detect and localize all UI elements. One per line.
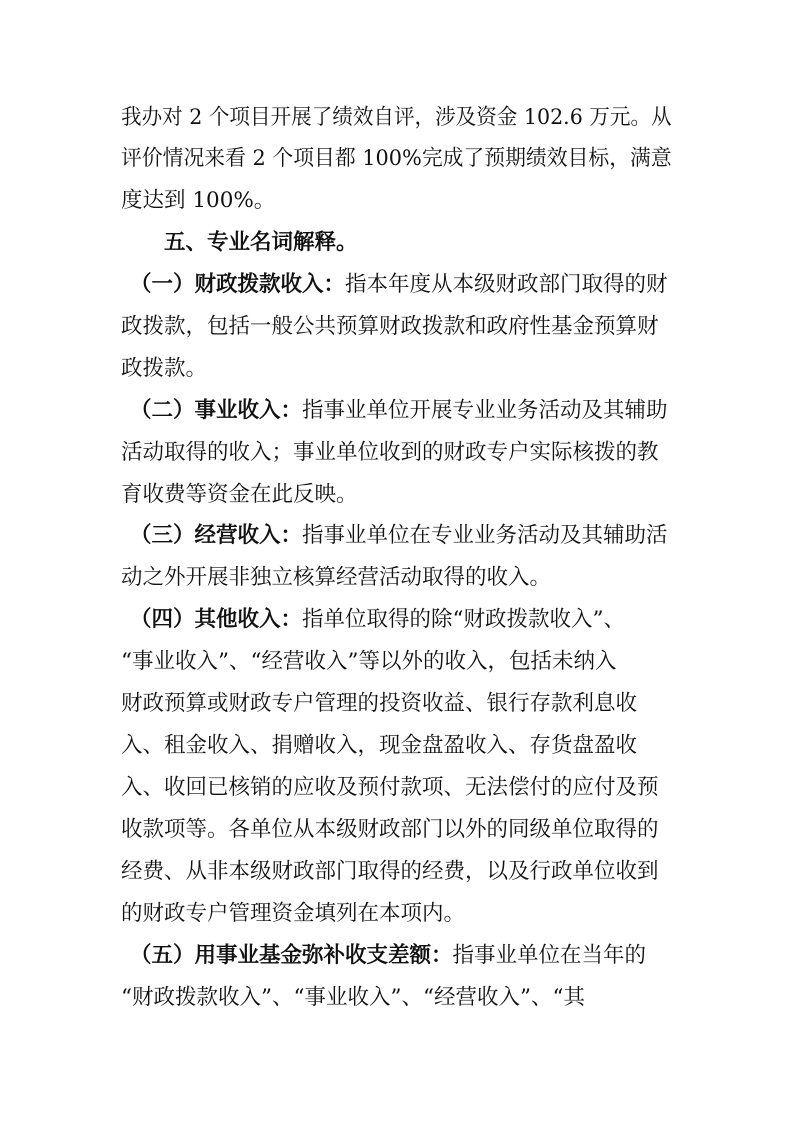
text-run: 我办对 2 个项目开展了绩效自评，涉及资金 102.6 万元。从 xyxy=(121,105,672,130)
section-heading xyxy=(164,228,358,258)
text-run: 评价情况来看 2 个项目都 100%完成了预期绩效目标，满意 xyxy=(121,146,672,171)
text-line xyxy=(121,563,551,593)
text-line xyxy=(121,647,616,677)
text-line xyxy=(121,186,275,216)
text-run: 指单位取得的除“财政拨款收入”、 xyxy=(302,607,626,632)
text-line xyxy=(121,731,637,761)
text-line xyxy=(130,270,668,300)
text-run: “财政拨款收入”、“事业收入”、“经营收入”、“其 xyxy=(121,985,585,1010)
text-run: “事业收入”、“经营收入”等以外的收入，包括未纳入 xyxy=(121,649,617,674)
text-line xyxy=(130,521,668,551)
term-label: （三）经营收入： xyxy=(130,523,303,548)
text-line xyxy=(121,815,659,845)
text-run: 收款项等。各单位从本级财政部门以外的同级单位取得的 xyxy=(121,817,659,842)
text-line xyxy=(130,605,625,635)
text-run: 动之外开展非独立核算经营活动取得的收入。 xyxy=(121,565,552,590)
text-line xyxy=(121,312,659,342)
text-line xyxy=(121,480,358,510)
text-run: 指事业单位在专业业务活动及其辅助活 xyxy=(302,523,668,548)
text-run: 的财政专户管理资金填列在本项内。 xyxy=(121,901,466,926)
term-label: （二）事业收入： xyxy=(130,398,303,423)
text-run: 活动取得的收入；事业单位收到的财政专户实际核拨的教 xyxy=(121,440,659,465)
text-line xyxy=(121,438,659,468)
text-run: 度达到 100%。 xyxy=(121,188,276,213)
term-label: （一）财政拨款收入： xyxy=(130,272,346,297)
text-run: 入、收回已核销的应收及预付款项、无法偿付的应付及预 xyxy=(121,775,659,800)
text-line xyxy=(121,354,207,384)
text-run: 政拨款。 xyxy=(121,356,208,381)
text-line xyxy=(130,396,668,426)
heading-text: 五、专业名词解释。 xyxy=(164,230,358,255)
term-label: （五）用事业基金弥补收支差额： xyxy=(130,943,453,968)
text-run: 指事业单位在当年的 xyxy=(452,943,647,968)
text-line xyxy=(121,773,659,803)
text-run: 入、租金收入、捐赠收入，现金盘盈收入、存货盘盈收 xyxy=(121,733,638,758)
text-run: 财政预算或财政专户管理的投资收益、银行存款利息收 xyxy=(121,691,638,716)
text-run: 经费、从非本级财政部门取得的经费，以及行政单位收到 xyxy=(121,859,659,884)
term-label: （四）其他收入： xyxy=(130,607,303,632)
text-line xyxy=(130,941,646,971)
text-run: 育收费等资金在此反映。 xyxy=(121,482,358,507)
text-run: 政拨款，包括一般公共预算财政拨款和政府性基金预算财 xyxy=(121,314,659,339)
text-line xyxy=(121,144,672,174)
text-line xyxy=(121,103,672,133)
text-run: 指本年度从本级财政部门取得的财 xyxy=(345,272,668,297)
text-line xyxy=(121,899,465,929)
text-line xyxy=(121,689,637,719)
text-run: 指事业单位开展专业业务活动及其辅助 xyxy=(302,398,668,423)
text-line xyxy=(121,983,585,1013)
text-line xyxy=(121,857,659,887)
